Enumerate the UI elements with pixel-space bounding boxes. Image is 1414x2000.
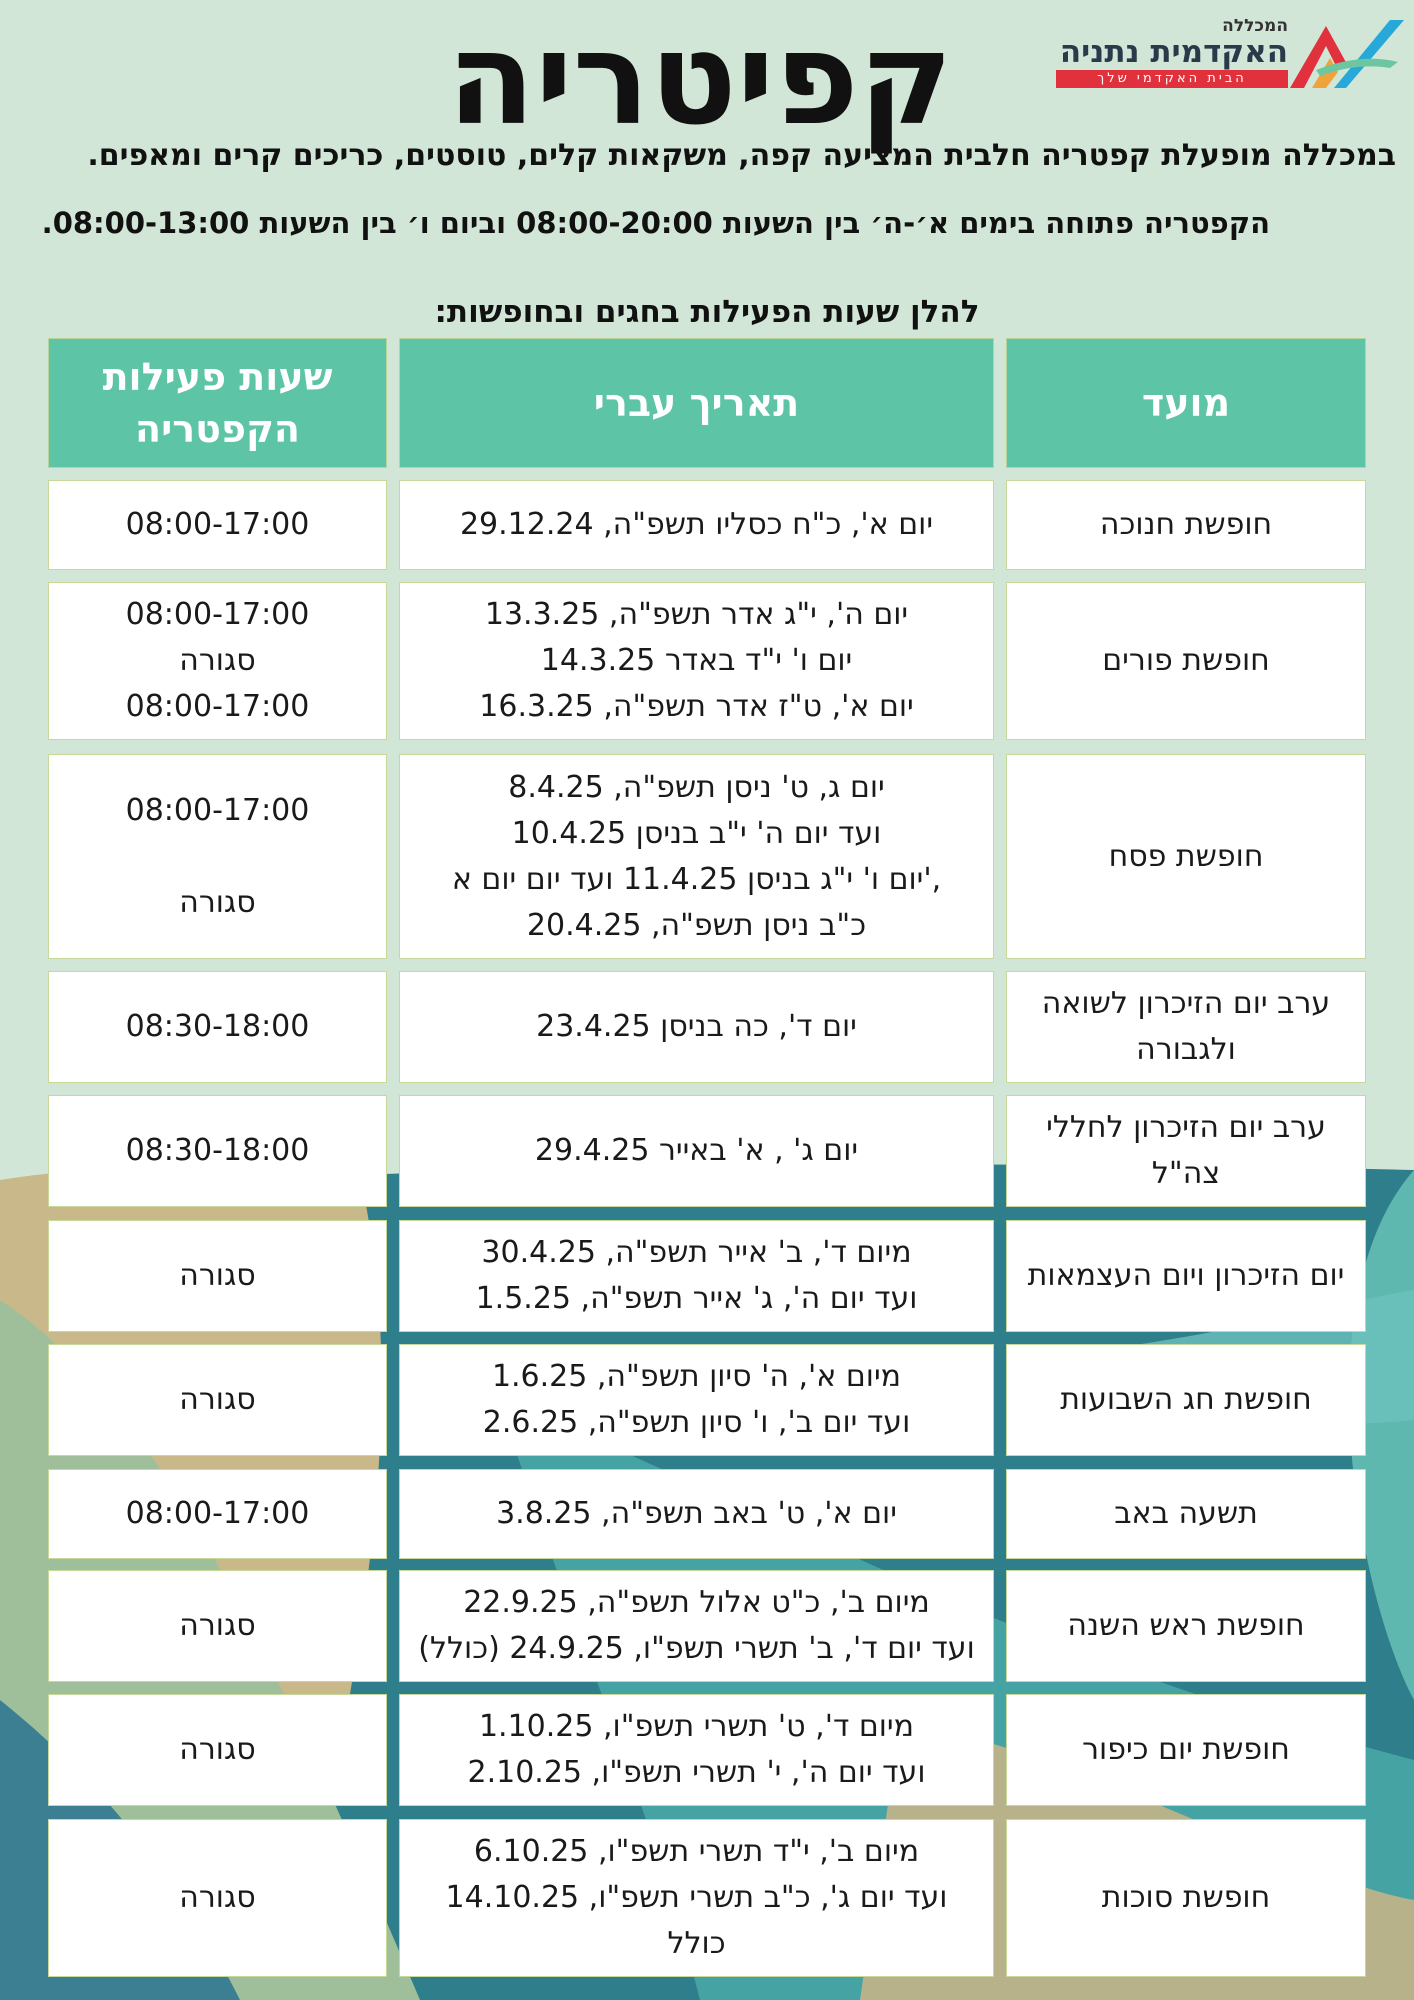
hebrew-date-cell bbox=[399, 582, 994, 740]
intro-paragraph: במכללה מופעלת קפטריה חלבית המציעה קפה, משקאות קלים, טוסטים, כריכים קרים ומאפים. bbox=[87, 138, 1396, 173]
occasion-cell-text: תשעה באב bbox=[1114, 1496, 1258, 1531]
hours-cell-text: סגורה bbox=[179, 1382, 256, 1417]
hours-cell-text: סגורה bbox=[179, 1880, 256, 1915]
occasion-cell bbox=[1006, 582, 1366, 740]
table-row bbox=[48, 1469, 1366, 1559]
hebrew-date-cell-text: יום ה', י"ג אדר תשפ"ה, 13.3.25 יום ו' י"ד באדר 14.3.25 יום א', ט"ז אדר תשפ"ה, 16.3.25 bbox=[479, 597, 914, 724]
hours-cell bbox=[48, 1469, 387, 1559]
header-occasion: מועד bbox=[1006, 338, 1366, 468]
occasion-cell-text: חופשת פסח bbox=[1108, 838, 1264, 874]
hebrew-date-cell bbox=[399, 754, 994, 959]
occasion-cell-text: יום הזיכרון ויום העצמאות bbox=[1027, 1258, 1345, 1293]
occasion-cell-text: חופשת ראש השנה bbox=[1067, 1608, 1305, 1643]
logo-mark-icon bbox=[1286, 18, 1406, 90]
occasion-cell bbox=[1006, 480, 1366, 570]
logo-main-text: האקדמית נתניה bbox=[1059, 34, 1288, 70]
hours-cell-text: 08:00-17:00 סגורה 08:00-17:00 bbox=[125, 597, 310, 724]
hebrew-date-cell-text: יום א', ט' באב תשפ"ה, 3.8.25 bbox=[496, 1496, 897, 1531]
hebrew-date-cell-text: יום ג' , א' באייר 29.4.25 bbox=[534, 1133, 859, 1168]
logo-small-text: המכללה bbox=[1222, 16, 1288, 36]
hebrew-date-cell-text: מיום ד', ב' אייר תשפ"ה, 30.4.25 ועד יום ה', ג' אייר תשפ"ה, 1.5.25 bbox=[475, 1235, 918, 1316]
hebrew-date-cell-text: מיום ד', ט' תשרי תשפ"ו, 1.10.25 ועד יום ה', י' תשרי תשפ"ו, 2.10.25 bbox=[467, 1709, 926, 1790]
hours-cell bbox=[48, 971, 387, 1083]
hebrew-date-cell-text: יום ד', כה בניסן 23.4.25 bbox=[536, 1009, 857, 1044]
occasion-cell bbox=[1006, 1469, 1366, 1559]
table-row bbox=[48, 480, 1366, 570]
hebrew-date-cell bbox=[399, 1819, 994, 1977]
hebrew-date-cell bbox=[399, 480, 994, 570]
table-row bbox=[48, 582, 1366, 740]
hours-cell-text: סגורה bbox=[179, 1258, 256, 1293]
occasion-cell-text: חופשת יום כיפור bbox=[1082, 1732, 1290, 1767]
hebrew-date-cell bbox=[399, 1469, 994, 1559]
hours-cell bbox=[48, 1220, 387, 1332]
hours-cell bbox=[48, 582, 387, 740]
hebrew-date-cell bbox=[399, 1220, 994, 1332]
table-row bbox=[48, 1694, 1366, 1806]
hours-cell-text: 08:30-18:00 bbox=[125, 1133, 310, 1168]
occasion-cell-text: חופשת סוכות bbox=[1101, 1880, 1271, 1915]
hebrew-date-cell bbox=[399, 1694, 994, 1806]
logo-tagline: הבית האקדמי שלך bbox=[1056, 70, 1288, 88]
hours-cell-text: 08:00-17:00 סגורה bbox=[125, 792, 310, 920]
hours-cell-text: 08:30-18:00 bbox=[125, 1009, 310, 1044]
table-row bbox=[48, 1819, 1366, 1977]
hebrew-date-cell-text: מיום ב', י"ד תשרי תשפ"ו, 6.10.25 ועד יום ג', כ"ב תשרי תשפ"ו, 14.10.25 כולל bbox=[445, 1834, 948, 1961]
opening-hours-text: הקפטריה פתוחה בימים א׳-ה׳ בין השעות 08:00-20:00 וביום ו׳ בין השעות 08:00-13:00. bbox=[41, 206, 1270, 240]
table-header-row bbox=[48, 338, 1366, 468]
hebrew-date-cell-text: מיום ב', כ"ט אלול תשפ"ה, 22.9.25 ועד יום ד', ב' תשרי תשפ"ו, 24.9.25 (כולל) bbox=[418, 1585, 975, 1666]
table-row bbox=[48, 1095, 1366, 1207]
table-row bbox=[48, 1344, 1366, 1456]
hours-cell bbox=[48, 1694, 387, 1806]
hebrew-date-cell-text: מיום א', ה' סיון תשפ"ה, 1.6.25 ועד יום ב', ו' סיון תשפ"ה, 2.6.25 bbox=[482, 1359, 911, 1440]
hebrew-date-cell bbox=[399, 1095, 994, 1207]
occasion-cell-text: ערב יום הזיכרון לשואה ולגבורה bbox=[1041, 986, 1331, 1067]
header-hours: שעות פעילות הקפטריה bbox=[48, 338, 387, 468]
hours-cell-text: סגורה bbox=[179, 1732, 256, 1767]
hours-cell bbox=[48, 1819, 387, 1977]
occasion-cell bbox=[1006, 754, 1366, 959]
hours-cell bbox=[48, 480, 387, 570]
page-title: קפיטריה bbox=[447, 5, 953, 154]
hebrew-date-cell bbox=[399, 1570, 994, 1682]
occasion-cell bbox=[1006, 1344, 1366, 1456]
occasion-cell-text: חופשת חג השבועות bbox=[1060, 1382, 1312, 1417]
occasion-cell-text: ערב יום הזיכרון לחללי צה"ל bbox=[1046, 1110, 1326, 1191]
header-hebrew-date: תאריך עברי bbox=[399, 338, 994, 468]
table-row bbox=[48, 1220, 1366, 1332]
hours-cell bbox=[48, 1344, 387, 1456]
hours-cell bbox=[48, 1095, 387, 1207]
occasion-cell-text: חופשת פורים bbox=[1102, 643, 1270, 678]
hours-cell bbox=[48, 1570, 387, 1682]
occasion-cell bbox=[1006, 1095, 1366, 1207]
hebrew-date-cell-text: יום א', כ"ח כסליו תשפ"ה, 29.12.24 bbox=[459, 507, 934, 542]
hebrew-date-cell-text: יום ג, ט' ניסן תשפ"ה, 8.4.25 ועד יום ה' י"ב בניסן 10.4.25 ,'יום ו' י"ג בניסן 11.4.25 ועד יום יום א כ"ב ניסן תשפ"ה, 20.4.25 bbox=[451, 769, 942, 943]
table-row bbox=[48, 1570, 1366, 1682]
occasion-cell bbox=[1006, 1570, 1366, 1682]
hebrew-date-cell bbox=[399, 1344, 994, 1456]
hebrew-date-cell bbox=[399, 971, 994, 1083]
table-row bbox=[48, 754, 1366, 959]
hours-cell-text: 08:00-17:00 bbox=[125, 1496, 310, 1531]
hours-cell-text: 08:00-17:00 bbox=[125, 507, 310, 542]
occasion-cell bbox=[1006, 1220, 1366, 1332]
occasion-cell-text: חופשת חנוכה bbox=[1099, 507, 1273, 542]
table-heading: להלן שעות הפעילות בחגים ובחופשות: bbox=[434, 294, 980, 330]
hours-cell bbox=[48, 754, 387, 959]
table-row bbox=[48, 971, 1366, 1083]
occasion-cell bbox=[1006, 971, 1366, 1083]
occasion-cell bbox=[1006, 1819, 1366, 1977]
occasion-cell bbox=[1006, 1694, 1366, 1806]
hours-cell-text: סגורה bbox=[179, 1608, 256, 1643]
college-logo[interactable] bbox=[1052, 14, 1414, 92]
